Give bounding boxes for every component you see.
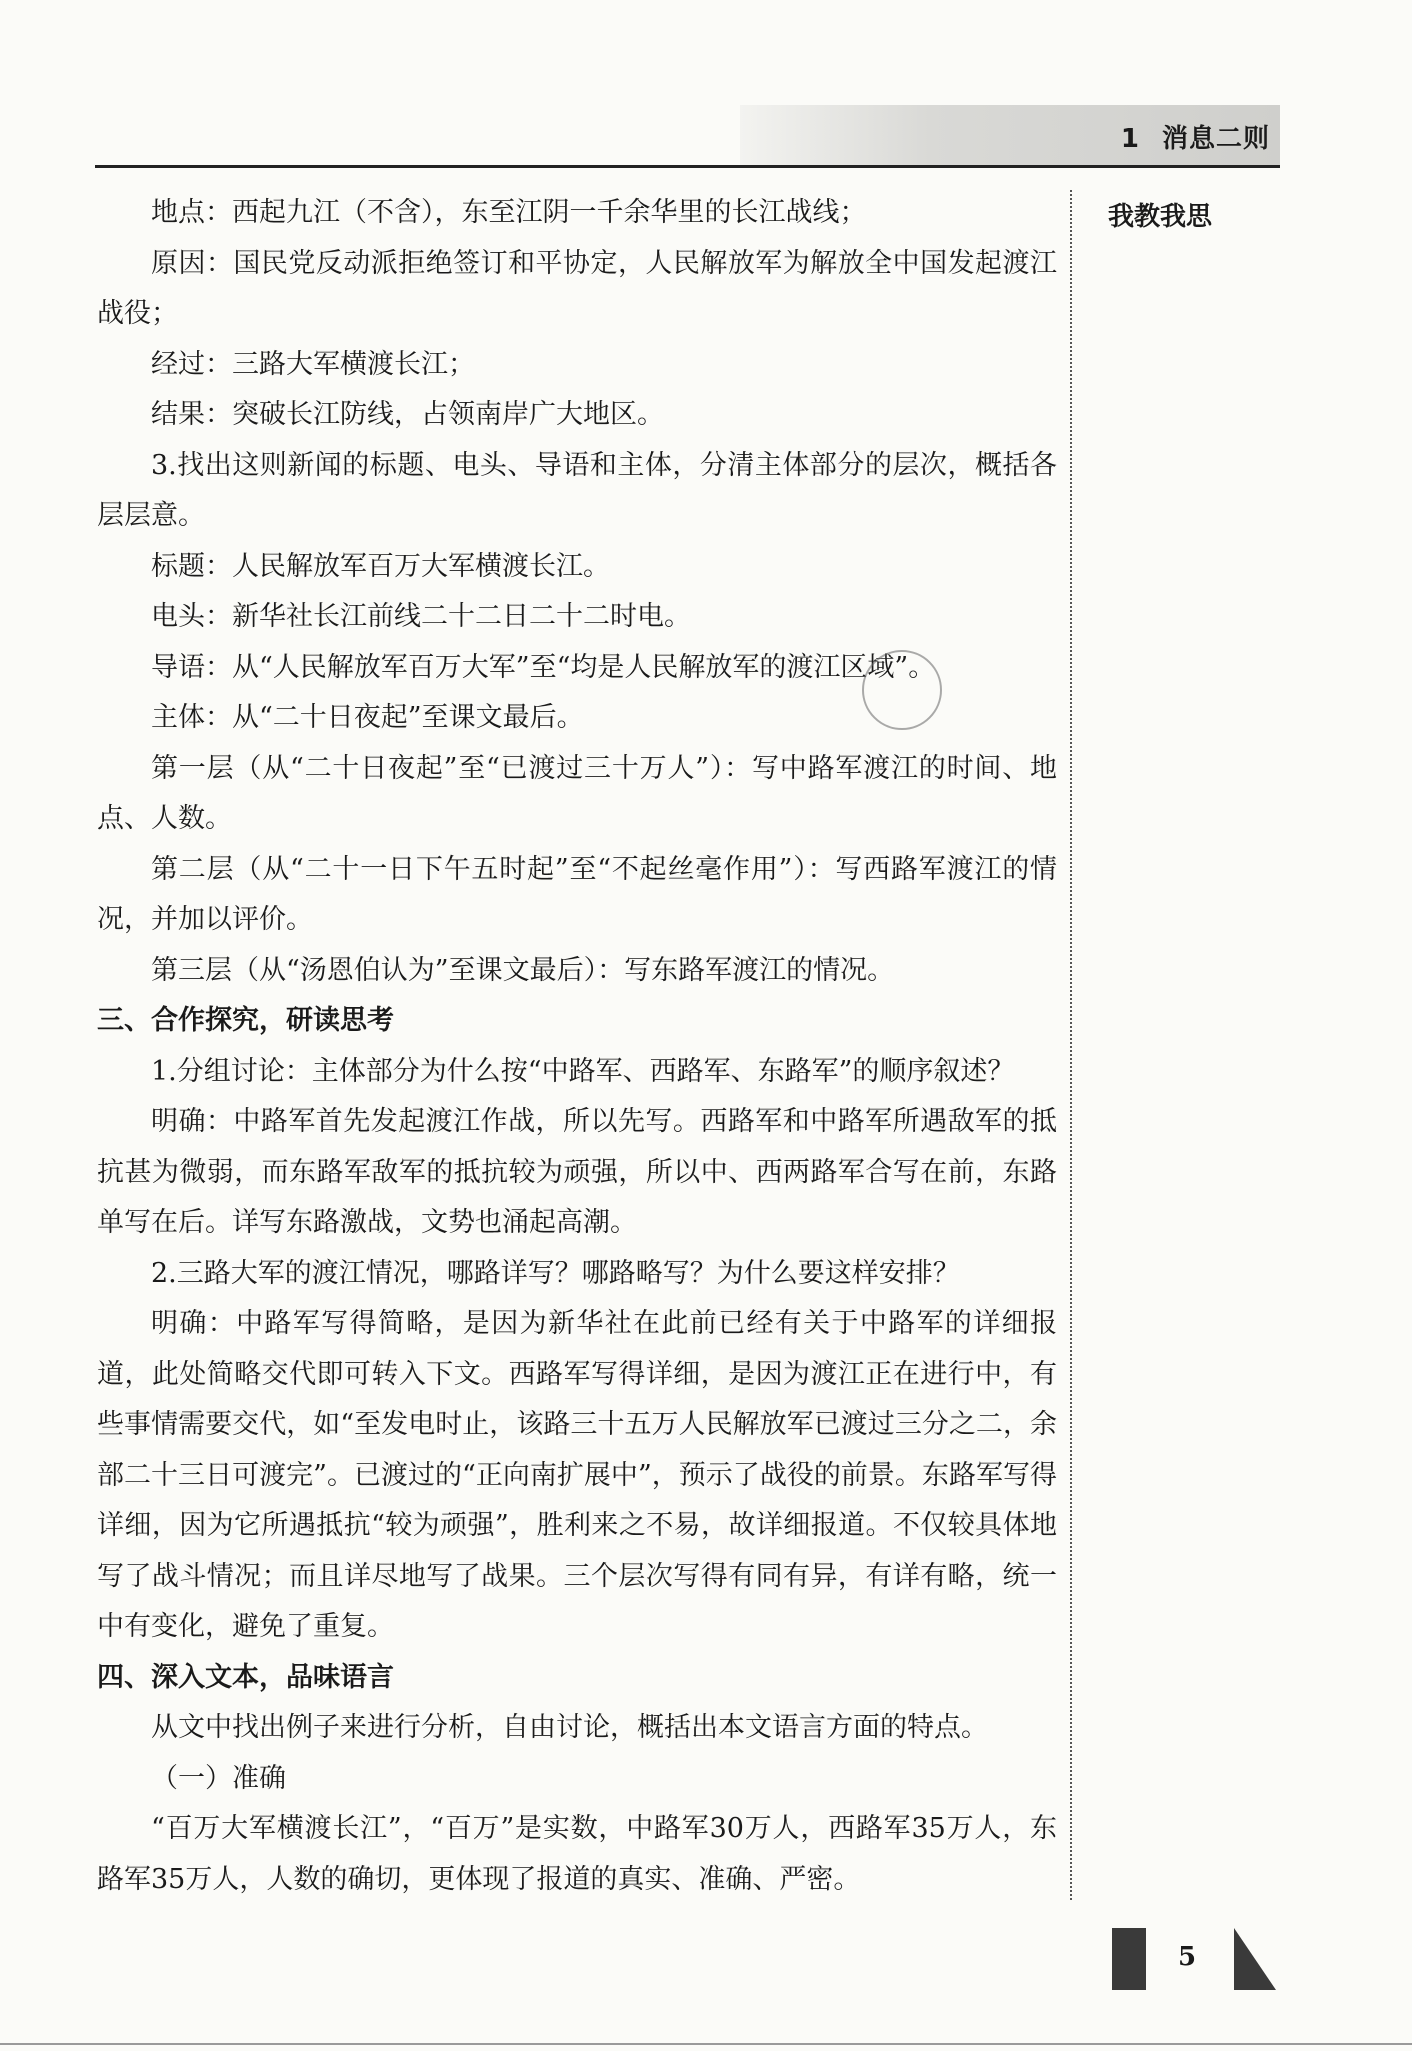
answer: 明确：中路军写得简略，是因为新华社在此前已经有关于中路军的详细报道，此处简略交代即可转入下文。西路军写得详细，是因为渡江正在进行中，有些事情需要交代，如“至发电时止，该路三十五万人民解放军已渡过三分之二，余部二十三日可渡完”。已渡过的“正向南扩展中”，预示了战役的前景。东路军写得详细，因为它所遇抵抗“较为顽强”，胜利来之不易，故详细报道。不仅较具体地写了战斗情况；而且详尽地写了战果。三个层次写得有同有异，有详有略，统一中有变化，避免了重复。 (97, 1308, 1057, 1642)
paragraph: 经过：三路大军横渡长江； (151, 348, 475, 380)
paragraph: 第一层（从“二十日夜起”至“已渡过三十万人”）：写中路军渡江的时间、地点、人数。 (97, 752, 1057, 834)
paragraph: 结果：突破长江防线，占领南岸广大地区。 (151, 399, 664, 430)
paragraph: “百万大军横渡长江”，“百万”是实数，中路军30万人，西路军35万人，东路军35万人，人数的确切，更体现了报道的真实、准确、严密。 (97, 1813, 1057, 1895)
chapter-number: 1 (1120, 124, 1140, 154)
chapter-header (1121, 118, 1270, 155)
footer-block (1112, 1928, 1146, 1990)
sidebar-title: 我教我思 (1108, 202, 1213, 232)
sidebar-divider (1070, 190, 1072, 1900)
paragraph: 原因：国民党反动派拒绝签订和平协定，人民解放军为解放全中国发起渡江战役； (97, 247, 1057, 329)
paragraph: 第二层（从“二十一日下午五时起”至“不起丝毫作用”）：写西路军渡江的情况，并加以评价。 (97, 853, 1057, 935)
bottom-rule (0, 2043, 1412, 2045)
stamp-mark (862, 650, 942, 730)
section-heading: 四、深入文本，品味语言 (97, 1661, 394, 1693)
answer: 明确：中路军首先发起渡江作战，所以先写。西路军和中路军所遇敌军的抵抗甚为微弱，而东路军敌军的抵抗较为顽强，所以中、西两路军合写在前，东路单写在后。详写东路激战，文势也涌起高潮。 (97, 1106, 1057, 1238)
header-rule (95, 165, 1280, 168)
paragraph: 第三层（从“汤恩伯认为”至课文最后）：写东路军渡江的情况。 (151, 954, 895, 986)
paragraph: 从文中找出例子来进行分析，自由讨论，概括出本文语言方面的特点。 (151, 1712, 988, 1743)
main-text (97, 188, 1057, 1905)
subheading: （一）准确 (151, 1762, 286, 1794)
paragraph: 标题：人民解放军百万大军横渡长江。 (151, 550, 610, 582)
question: 2.三路大军的渡江情况，哪路详写？哪路略写？为什么要这样安排？ (151, 1257, 960, 1289)
question: 1.分组讨论：主体部分为什么按“中路军、西路军、东路军”的顺序叙述？ (151, 1055, 1015, 1087)
paragraph: 主体：从“二十日夜起”至课文最后。 (151, 702, 584, 733)
question: 3.找出这则新闻的标题、电头、导语和主体，分清主体部分的层次，概括各层层意。 (97, 449, 1057, 531)
paragraph: 导语：从“人民解放军百万大军”至“均是人民解放军的渡江区域”。 (151, 651, 936, 683)
page-number: 5 (1178, 1942, 1197, 1972)
paragraph: 地点：西起九江（不含），东至江阴一千余华里的长江战线； (151, 197, 867, 228)
footer-triangle (1234, 1928, 1276, 1990)
section-heading: 三、合作探究，研读思考 (97, 1005, 394, 1036)
paragraph: 电头：新华社长江前线二十二日二十二时电。 (151, 601, 691, 632)
chapter-title: 消息二则 (1161, 124, 1270, 154)
